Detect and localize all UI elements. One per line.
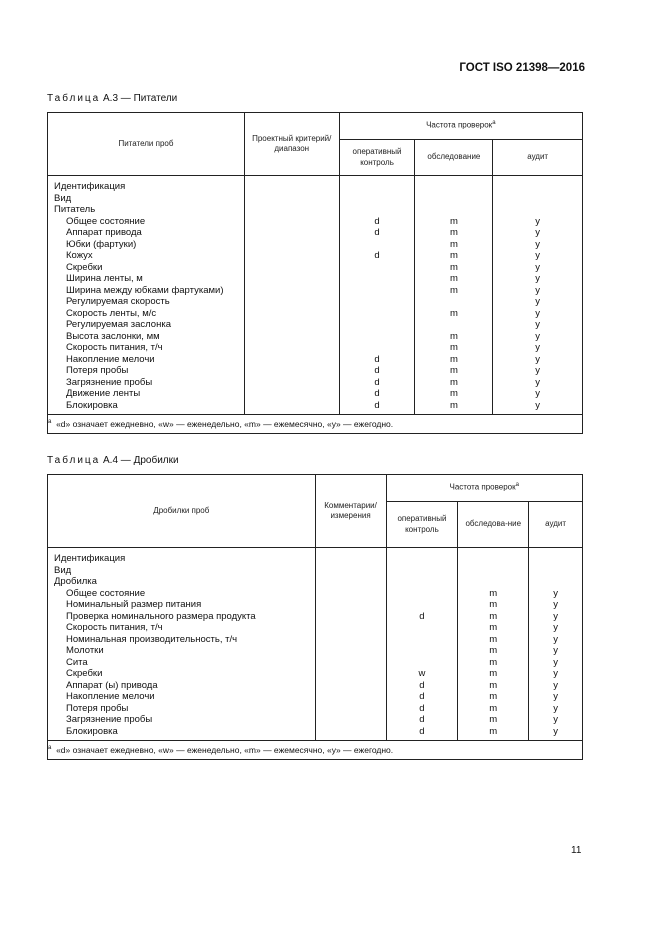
row-label: Регулируемая заслонка — [66, 319, 171, 330]
design-cell — [316, 657, 386, 669]
design-column — [315, 548, 386, 741]
frequency-cell: y — [535, 215, 541, 227]
design-cell — [316, 576, 386, 588]
design-cell — [245, 204, 339, 216]
row-label: Питатель — [54, 204, 96, 215]
frequency-cell: m — [489, 599, 498, 610]
design-cell — [316, 645, 386, 657]
frequency-cell: m — [449, 273, 458, 284]
row-label: Скребки — [66, 261, 103, 273]
row-label: Идентификация — [54, 181, 126, 192]
frequency-cell — [387, 565, 458, 577]
frequency-cell: d — [419, 702, 425, 714]
row-label: Номинальная производительность, т/ч — [66, 633, 238, 645]
frequency-cell — [415, 193, 492, 205]
table-a3-footnote — [48, 415, 583, 434]
frequency-cell — [387, 553, 458, 565]
design-cell — [245, 296, 339, 308]
frequency-cell: y — [553, 679, 558, 691]
frequency-cell: y — [553, 645, 558, 656]
row-label: Юбки (фартуки) — [66, 238, 137, 250]
frequency-cell — [340, 285, 415, 297]
frequency-cell: m — [489, 668, 498, 679]
row-label: Молотки — [66, 645, 104, 656]
design-cell — [316, 726, 386, 738]
frequency-cell: d — [374, 388, 380, 399]
design-cell — [316, 703, 386, 715]
row-label: Загрязнение пробы — [66, 376, 153, 388]
frequency-cell: m — [489, 714, 498, 725]
design-cell — [245, 181, 339, 193]
design-cell — [245, 377, 339, 389]
frequency-cell — [340, 181, 415, 193]
frequency-cell: d — [374, 227, 380, 238]
frequency-cell: y — [553, 610, 558, 622]
table-a3 — [47, 112, 583, 434]
frequency-cell: d — [374, 365, 380, 376]
frequency-cell: y — [535, 296, 541, 307]
design-cell — [245, 342, 339, 354]
frequency-cell: d — [374, 399, 380, 411]
frequency-cell: m — [449, 227, 458, 238]
names-column — [48, 548, 316, 741]
row-label: Идентификация — [54, 553, 126, 564]
frequency-cell: y — [535, 330, 541, 342]
frequency-cell — [458, 565, 528, 577]
freq-sup: a — [515, 482, 519, 489]
frequency-cell: m — [449, 284, 458, 296]
frequency-cell — [340, 342, 415, 354]
row-label: Высота заслонки, мм — [66, 330, 160, 342]
sub-daily-header: оперативный контроль — [339, 140, 415, 176]
col-freq-header — [386, 475, 583, 502]
frequency-cell: y — [535, 284, 541, 296]
design-cell — [245, 227, 339, 239]
table-a4-caption — [47, 455, 179, 466]
frequency-cell: y — [535, 365, 541, 376]
footnote-mark: a — [48, 419, 52, 426]
design-cell — [245, 308, 339, 320]
row-label: Ширина ленты, м — [66, 273, 143, 284]
freq-label: Частота проверок — [426, 121, 493, 131]
design-cell — [316, 565, 386, 577]
frequency-cell: y — [553, 656, 558, 668]
frequency-cell — [529, 565, 582, 577]
frequency-cell: y — [535, 388, 541, 399]
frequency-cell: d — [374, 376, 380, 388]
frequency-cell: d — [419, 714, 425, 725]
table-a3-caption — [47, 93, 177, 104]
design-cell — [245, 331, 339, 343]
design-cell — [245, 354, 339, 366]
frequency-cell: d — [374, 215, 380, 227]
frequency-cell — [340, 319, 415, 331]
design-cell — [245, 285, 339, 297]
frequency-cell: y — [553, 668, 558, 679]
frequency-cell: y — [553, 725, 558, 737]
frequency-cell — [458, 553, 528, 565]
names-column — [48, 176, 245, 415]
frequency-cell: y — [553, 587, 558, 599]
row-label: Потеря пробы — [66, 365, 129, 376]
design-cell — [316, 714, 386, 726]
frequency-cell — [340, 273, 415, 285]
design-cell — [245, 388, 339, 400]
frequency-cell — [340, 204, 415, 216]
frequency-cell: m — [449, 250, 458, 261]
frequency-cell: y — [535, 250, 541, 261]
sub-daily-header: оперативный контроль — [386, 502, 458, 548]
frequency-cell — [340, 262, 415, 274]
col-name-header: Питатели проб — [48, 113, 245, 176]
design-cell — [316, 691, 386, 703]
frequency-cell: y — [535, 307, 541, 319]
frequency-cell — [340, 296, 415, 308]
row-label: Вид — [54, 564, 72, 576]
daily-column — [339, 176, 415, 415]
design-cell — [245, 250, 339, 262]
row-label: Скорость ленты, м/с — [66, 307, 157, 319]
frequency-cell: m — [449, 342, 458, 353]
frequency-cell: m — [449, 365, 458, 376]
frequency-cell — [340, 239, 415, 251]
audit-column — [493, 176, 583, 415]
col-name-header: Дробилки проб — [48, 475, 316, 548]
frequency-cell: m — [489, 702, 498, 714]
frequency-cell: m — [449, 215, 458, 227]
sub-audit-header: аудит — [493, 140, 583, 176]
frequency-cell: y — [553, 633, 558, 645]
daily-column — [386, 548, 458, 741]
frequency-cell: d — [374, 250, 380, 261]
design-cell — [316, 668, 386, 680]
row-label: Скребки — [66, 668, 103, 679]
row-label: Сита — [66, 656, 88, 668]
frequency-cell: m — [449, 238, 458, 250]
frequency-cell — [340, 193, 415, 205]
frequency-cell — [340, 331, 415, 343]
design-cell — [245, 319, 339, 331]
row-label: Потеря пробы — [66, 702, 129, 714]
table-a4 — [47, 474, 583, 760]
frequency-cell — [493, 193, 582, 205]
frequency-cell: y — [535, 376, 541, 388]
design-cell — [316, 588, 386, 600]
frequency-cell: m — [489, 679, 498, 691]
frequency-cell: y — [535, 238, 541, 250]
row-label: Ширина между юбками фартуками) — [66, 284, 224, 296]
sub-audit-header: аудит — [529, 502, 583, 548]
design-cell — [245, 365, 339, 377]
page-number: 11 — [571, 845, 582, 856]
row-label: Регулируемая скорость — [66, 296, 170, 307]
footnote-text: «d» означает ежедневно, «w» — еженедельно, «m» — ежемесячно, «y» — ежегодно. — [56, 745, 394, 755]
frequency-cell: m — [489, 645, 498, 656]
frequency-cell: m — [449, 376, 458, 388]
frequency-cell: m — [449, 353, 458, 365]
caption-prefix: Таблица — [47, 455, 101, 466]
frequency-cell — [387, 634, 458, 646]
row-label: Вид — [54, 192, 72, 204]
frequency-cell: y — [535, 227, 541, 238]
design-cell — [245, 262, 339, 274]
row-label: Накопление мелочи — [66, 691, 155, 702]
frequency-cell: y — [553, 714, 558, 725]
frequency-cell: m — [449, 261, 458, 273]
row-label: Скорость питания, т/ч — [66, 342, 163, 353]
frequency-cell: m — [489, 633, 498, 645]
frequency-cell: m — [489, 691, 498, 702]
row-label: Накопление мелочи — [66, 353, 155, 365]
frequency-cell: w — [418, 668, 426, 679]
frequency-cell — [415, 319, 492, 331]
frequency-cell: y — [535, 273, 541, 284]
design-cell — [316, 553, 386, 565]
design-cell — [245, 216, 339, 228]
frequency-cell: y — [535, 399, 541, 411]
row-label: Скорость питания, т/ч — [66, 622, 163, 633]
freq-sup: a — [492, 120, 496, 127]
frequency-cell: y — [535, 261, 541, 273]
design-cell — [316, 634, 386, 646]
frequency-cell — [529, 553, 582, 565]
sub-survey-header: обследова-ние — [458, 502, 529, 548]
frequency-cell: m — [489, 610, 498, 622]
col-design-header: Комментарии/ измерения — [315, 475, 386, 548]
col-design-header: Проектный критерий/диапазон — [244, 113, 339, 176]
frequency-cell: y — [535, 353, 541, 365]
design-column — [244, 176, 339, 415]
row-label: Аппарат (ы) привода — [66, 679, 158, 691]
row-label: Дробилка — [54, 576, 97, 587]
caption-suffix: А.4 — Дробилки — [103, 455, 179, 466]
row-label: Блокировка — [66, 725, 118, 737]
design-cell — [245, 273, 339, 285]
frequency-cell — [415, 204, 492, 216]
frequency-cell: y — [553, 702, 558, 714]
design-cell — [245, 239, 339, 251]
table-a4-footnote — [48, 741, 583, 760]
row-label: Аппарат привода — [66, 227, 142, 238]
freq-label: Частота проверок — [449, 483, 516, 493]
row-label: Движение ленты — [66, 388, 141, 399]
frequency-cell — [387, 622, 458, 634]
frequency-cell — [458, 576, 528, 588]
frequency-cell: d — [374, 353, 380, 365]
row-label: Номинальный размер питания — [66, 599, 202, 610]
frequency-cell: m — [449, 307, 458, 319]
frequency-cell: y — [553, 622, 558, 633]
footnote-text: «d» означает ежедневно, «w» — еженедельно, «m» — ежемесячно, «y» — ежегодно. — [56, 419, 394, 429]
caption-suffix: А.3 — Питатели — [103, 93, 178, 104]
frequency-cell — [415, 296, 492, 308]
sub-survey-header: обследование — [415, 140, 493, 176]
row-label: Проверка номинального размера продукта — [66, 610, 256, 622]
frequency-cell: m — [449, 388, 458, 399]
design-cell — [316, 622, 386, 634]
frequency-cell: m — [449, 330, 458, 342]
row-label: Блокировка — [66, 399, 118, 411]
row-label: Кожух — [66, 250, 93, 261]
frequency-cell: y — [535, 342, 541, 353]
row-label: Загрязнение пробы — [66, 714, 153, 725]
design-cell — [316, 611, 386, 623]
frequency-cell: y — [553, 691, 558, 702]
caption-prefix: Таблица — [47, 93, 101, 104]
survey-column — [458, 548, 529, 741]
frequency-cell: y — [535, 319, 541, 330]
frequency-cell: m — [489, 656, 498, 668]
audit-column — [529, 548, 583, 741]
frequency-cell — [387, 645, 458, 657]
frequency-cell — [415, 181, 492, 193]
frequency-cell — [387, 576, 458, 588]
design-cell — [316, 680, 386, 692]
frequency-cell — [340, 308, 415, 320]
design-cell — [245, 193, 339, 205]
frequency-cell: d — [419, 679, 425, 691]
frequency-cell — [493, 181, 582, 193]
footnote-mark: a — [48, 745, 52, 752]
frequency-cell: d — [419, 610, 425, 622]
frequency-cell: y — [553, 599, 558, 610]
row-label: Общее состояние — [66, 587, 146, 599]
frequency-cell — [493, 204, 582, 216]
survey-column — [415, 176, 493, 415]
frequency-cell: m — [489, 587, 498, 599]
design-cell — [316, 599, 386, 611]
frequency-cell: m — [489, 622, 498, 633]
col-freq-header — [339, 113, 582, 140]
document-code: ГОСТ ISO 21398—2016 — [459, 62, 585, 74]
frequency-cell — [529, 576, 582, 588]
frequency-cell: d — [419, 691, 425, 702]
frequency-cell — [387, 657, 458, 669]
frequency-cell: m — [449, 399, 458, 411]
frequency-cell: d — [419, 725, 425, 737]
design-cell — [245, 400, 339, 412]
frequency-cell — [387, 599, 458, 611]
frequency-cell: m — [489, 725, 498, 737]
row-label: Общее состояние — [66, 215, 146, 227]
frequency-cell — [387, 588, 458, 600]
